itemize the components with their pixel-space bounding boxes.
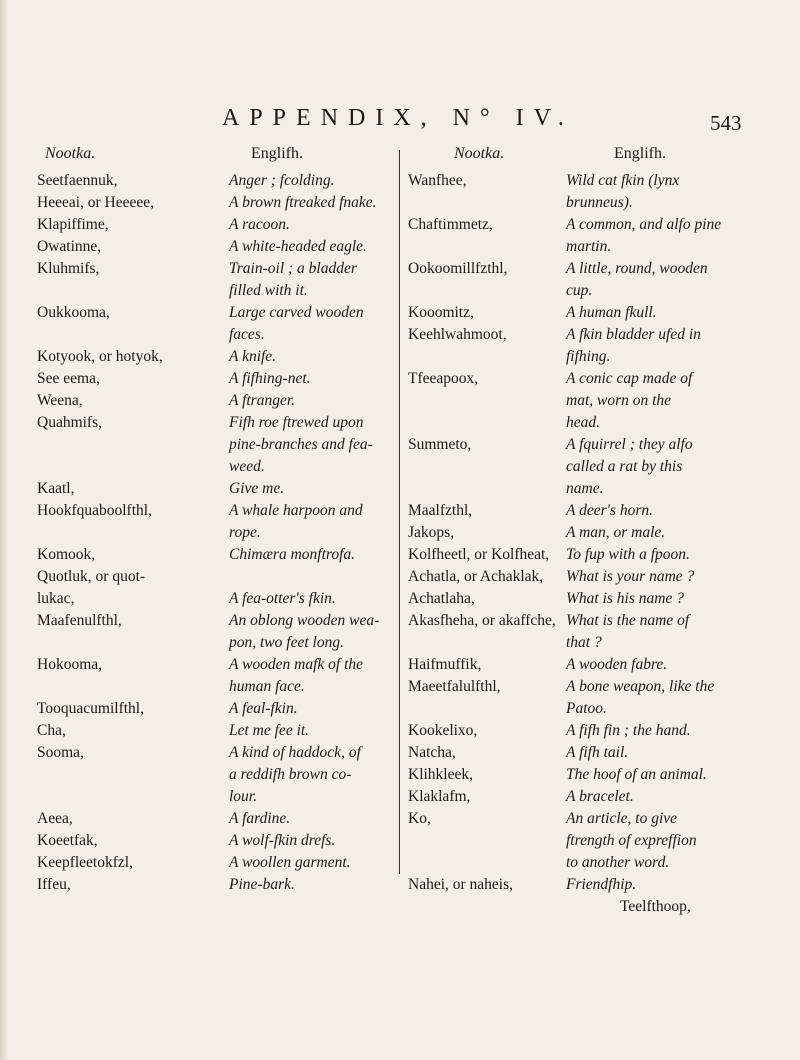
- entry-definition: brunneus).: [566, 194, 633, 211]
- entry-word: Owatinne,: [37, 238, 102, 255]
- entry-definition: Large carved wooden: [229, 304, 364, 321]
- entry-word: See eema,: [37, 370, 100, 387]
- entry-definition: A fquirrel ; they alfo: [566, 436, 693, 453]
- entry-word: Maafenulfthl,: [37, 612, 122, 629]
- entry-definition: A wooden fabre.: [566, 656, 668, 673]
- entry-word: Seetfaennuk,: [37, 172, 118, 189]
- entry-definition: The hoof of an animal.: [566, 766, 707, 783]
- entry-word: lukac,: [37, 590, 75, 607]
- entry-definition: pon, two feet long.: [229, 634, 344, 651]
- entry-word: Weena,: [37, 392, 83, 409]
- entry-word: Akasfheha, or akaffche,: [408, 612, 556, 629]
- entry-definition: rope.: [229, 524, 261, 541]
- entry-definition: that ?: [566, 634, 602, 651]
- entry-word: Aeea,: [37, 810, 73, 827]
- entry-word: Kluhmifs,: [37, 260, 100, 277]
- entry-word: Oukkooma,: [37, 304, 110, 321]
- entry-word: Kotyook, or hotyok,: [37, 348, 163, 365]
- entry-definition: What is the name of: [566, 612, 690, 629]
- catchword: Teelfthoop,: [620, 898, 691, 915]
- entry-word: Ko,: [408, 810, 431, 827]
- entry-word: Keepfleetokfzl,: [37, 854, 133, 871]
- entry-definition: A kind of haddock, of: [229, 744, 361, 761]
- entry-word: Klihkleek,: [408, 766, 473, 783]
- entry-definition: human face.: [229, 678, 305, 695]
- entry-definition: lour.: [229, 788, 257, 805]
- entry-word: Klaklafm,: [408, 788, 471, 805]
- entry-word: Achatla, or Achaklak,: [408, 568, 544, 585]
- entry-word: Hookfquaboolfthl,: [37, 502, 152, 519]
- entry-definition: An article, to give: [566, 810, 678, 827]
- entry-word: Tfeeapoox,: [408, 370, 479, 387]
- entry-definition: to another word.: [566, 854, 670, 871]
- entry-word: Heeeai, or Heeeee,: [37, 194, 155, 211]
- entry-definition: Anger ; fcolding.: [229, 172, 335, 189]
- entry-definition: fifhing.: [566, 348, 611, 365]
- column-divider: [399, 150, 400, 874]
- entry-word: Quahmifs,: [37, 414, 103, 431]
- entry-definition: mat, worn on the: [566, 392, 672, 409]
- entry-word: Keehlwahmoot,: [408, 326, 507, 343]
- entry-definition: head.: [566, 414, 601, 431]
- entry-word: Jakops,: [408, 524, 455, 541]
- entry-word: Haifmuffik,: [408, 656, 482, 673]
- entry-word: Chaftimmetz,: [408, 216, 493, 233]
- page-spine-shadow: [0, 0, 8, 1060]
- entry-definition: What is your name ?: [566, 568, 695, 585]
- entry-definition: A knife.: [229, 348, 277, 365]
- entry-word: Sooma,: [37, 744, 84, 761]
- entry-definition: Patoo.: [566, 700, 607, 717]
- entry-definition: A bracelet.: [566, 788, 634, 805]
- page-header: [0, 105, 800, 135]
- entry-definition: name.: [566, 480, 604, 497]
- entry-definition: ftrength of expreffion: [566, 832, 697, 849]
- entry-definition: A common, and alfo pine: [566, 216, 722, 233]
- entry-word: Summeto,: [408, 436, 472, 453]
- entry-definition: a reddifh brown co-: [229, 766, 352, 783]
- right-nootka-heading: Nootka.: [454, 145, 505, 162]
- entry-definition: A whale harpoon and: [229, 502, 363, 519]
- entry-definition: Chimæra monftrofa.: [229, 546, 356, 563]
- entry-definition: A fifh fin ; the hand.: [566, 722, 691, 739]
- entry-definition: faces.: [229, 326, 265, 343]
- running-title: APPENDIX, N° IV.: [222, 105, 574, 131]
- entry-word: Tooquacumilfthl,: [37, 700, 144, 717]
- entry-word: Maalfzthl,: [408, 502, 473, 519]
- entry-word: Nahei, or naheis,: [408, 876, 514, 893]
- entry-definition: To fup with a fpoon.: [566, 546, 690, 563]
- entry-word: Kolfheetl, or Kolfheat,: [408, 546, 550, 563]
- entry-word: Cha,: [37, 722, 66, 739]
- entry-word: Kooomitz,: [408, 304, 474, 321]
- entry-definition: called a rat by this: [566, 458, 683, 475]
- entry-definition: A little, round, wooden: [566, 260, 708, 277]
- entry-definition: Let me fee it.: [229, 722, 310, 739]
- entry-word: Wanfhee,: [408, 172, 467, 189]
- entry-definition: An oblong wooden wea-: [229, 612, 380, 629]
- entry-definition: Wild cat fkin (lynx: [566, 172, 680, 189]
- entry-word: Koeetfak,: [37, 832, 98, 849]
- entry-definition: A fifh tail.: [566, 744, 629, 761]
- entry-definition: A fea-otter's fkin.: [229, 590, 336, 607]
- left-nootka-heading: Nootka.: [45, 145, 96, 162]
- entry-word: Kookelixo,: [408, 722, 478, 739]
- left-english-heading: Englifh.: [251, 145, 303, 162]
- entry-definition: Friendfhip.: [566, 876, 637, 893]
- entry-definition: A bone weapon, like the: [566, 678, 715, 695]
- entry-word: Maeetfalulfthl,: [408, 678, 501, 695]
- entry-definition: A fkin bladder ufed in: [566, 326, 701, 343]
- entry-word: Natcha,: [408, 744, 456, 761]
- entry-word: Iffeu,: [37, 876, 71, 893]
- entry-definition: A wooden mafk of the: [229, 656, 364, 673]
- entry-definition: A racoon.: [229, 216, 290, 233]
- entry-definition: cup.: [566, 282, 593, 299]
- entry-word: Quotluk, or quot-: [37, 568, 146, 585]
- entry-definition: filled with it.: [229, 282, 308, 299]
- entry-definition: Give me.: [229, 480, 285, 497]
- entry-word: Ookoomillfzthl,: [408, 260, 508, 277]
- entry-definition: A ftranger.: [229, 392, 296, 409]
- entry-definition: A fardine.: [229, 810, 291, 827]
- entry-definition: A woollen garment.: [229, 854, 351, 871]
- entry-word: Komook,: [37, 546, 96, 563]
- entry-definition: A human fkull.: [566, 304, 657, 321]
- entry-definition: A feal-fkin.: [229, 700, 298, 717]
- entry-definition: A fifhing-net.: [229, 370, 311, 387]
- entry-word: Kaatl,: [37, 480, 75, 497]
- page-number: 543: [710, 111, 742, 135]
- entry-definition: A wolf-fkin drefs.: [229, 832, 336, 849]
- entry-definition: A deer's horn.: [566, 502, 653, 519]
- entry-definition: pine-branches and fea-: [229, 436, 373, 453]
- entry-definition: A brown ftreaked fnake.: [229, 194, 377, 211]
- entry-definition: martin.: [566, 238, 612, 255]
- entry-definition: Pine-bark.: [229, 876, 295, 893]
- entry-definition: weed.: [229, 458, 265, 475]
- right-english-heading: Englifh.: [614, 145, 666, 162]
- entry-word: Achatlaha,: [408, 590, 475, 607]
- entry-word: Hokooma,: [37, 656, 103, 673]
- entry-definition: What is his name ?: [566, 590, 684, 607]
- entry-definition: A white-headed eagle.: [229, 238, 367, 255]
- entry-word: Klapiffime,: [37, 216, 109, 233]
- entry-definition: A conic cap made of: [566, 370, 693, 387]
- entry-definition: A man, or male.: [566, 524, 666, 541]
- entry-definition: Fifh roe ftrewed upon: [229, 414, 364, 431]
- entry-definition: Train-oil ; a bladder: [229, 260, 357, 277]
